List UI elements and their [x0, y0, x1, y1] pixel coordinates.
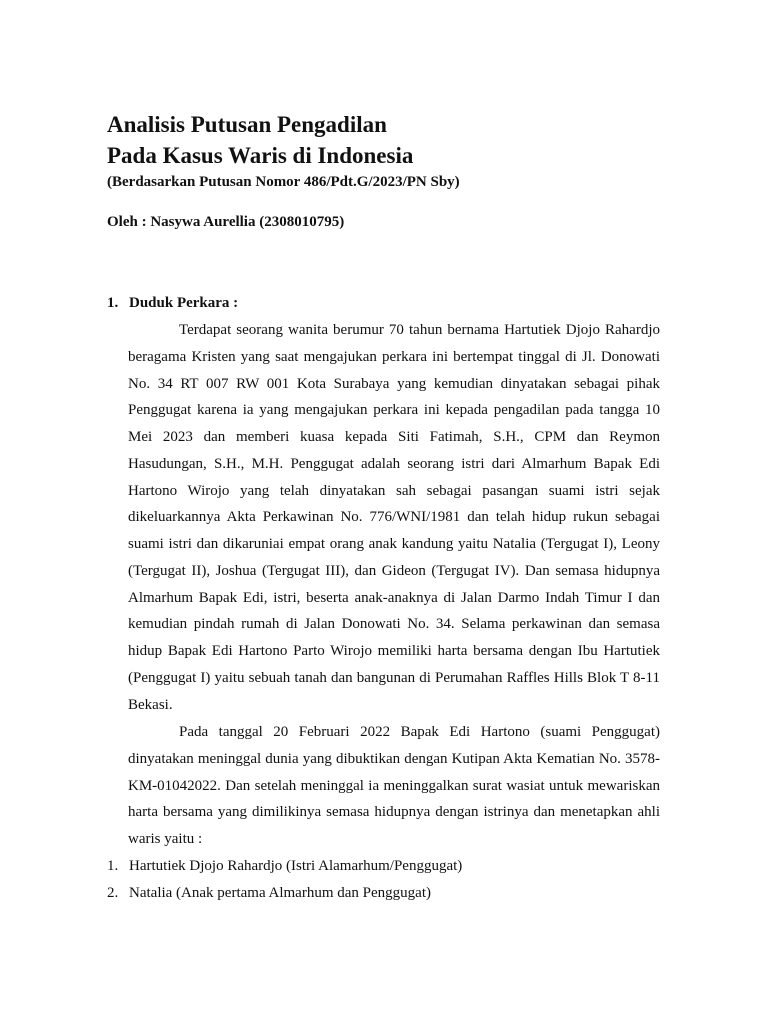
- body-paragraph-1: Terdapat seorang wanita berumur 70 tahun bernama Hartutiek Djojo Rahardjo beragama Kristen yang saat mengajukan perkara ini bertempat tinggal di Jl. Donowati No. 34 RT 007 RW 001 Kota Surabaya yang kemudian dinyatakan sebagai pihak Penggugat karena ia yang mengajukan perkara ini kepada pengadilan pada tangga 10 Mei 2023 dan memberi kuasa kepada Siti Fatimah, S.H., CPM dan Reymon Hasudungan, S.H., M.H. Penggugat adalah seorang istri dari Almarhum Bapak Edi Hartono Wirojo yang telah dinyatakan sah sebagai pasangan suami istri sejak dikeluarkannya Akta Perkawinan No. 776/WNI/1981 dan telah hidup rukun sebagai suami istri dan dikaruniai empat orang anak kandung yaitu Natalia (Tergugat I), Leony (Tergugat II), Joshua (Tergugat III), dan Gideon (Tergugat IV). Dan semasa hidupnya Almarhum Bapak Edi, istri, beserta anak-anaknya di Jalan Darmo Indah Timur I dan kemudian pindah rumah di Jalan Donowati No. 34. Selama perkawinan dan semasa hidup Bapak Edi Hartono Parto Wirojo memiliki harta bersama dengan Ibu Hartutiek (Penggugat I) yaitu sebuah tanah dan bangunan di Perumahan Raffles Hills Blok T 8-11 Bekasi.: [128, 322, 660, 713]
- author-line: Oleh : Nasywa Aurellia (2308010795): [107, 214, 345, 230]
- heir-list-item: [107, 883, 431, 903]
- list-item-number: 1.: [107, 858, 119, 874]
- document-title-line-2: Pada Kasus Waris di Indonesia: [107, 143, 414, 168]
- section-heading: [107, 293, 238, 313]
- heir-list-item: [107, 856, 462, 876]
- list-item-text: Natalia (Anak pertama Almarhum dan Penggugat): [129, 885, 431, 901]
- document-title-line-1: Analisis Putusan Pengadilan: [107, 112, 387, 137]
- list-item-text: Hartutiek Djojo Rahardjo (Istri Alamarhum/Penggugat): [129, 858, 463, 874]
- section-title: Duduk Perkara :: [129, 295, 239, 311]
- body-paragraph-2: Pada tanggal 20 Februari 2022 Bapak Edi Hartono (suami Penggugat) dinyatakan meninggal dunia yang dibuktikan dengan Kutipan Akta Kematian No. 3578-KM-01042022. Dan setelah meninggal ia meninggalkan surat wasiat untuk mewariskan harta bersama yang dimilikinya semasa hidupnya dengan istrinya dan menetapkan ahli waris yaitu :: [128, 724, 660, 847]
- list-item-number: 2.: [107, 885, 119, 901]
- section-number: 1.: [107, 295, 119, 311]
- document-subtitle: (Berdasarkan Putusan Nomor 486/Pdt.G/2023/PN Sby): [107, 174, 460, 190]
